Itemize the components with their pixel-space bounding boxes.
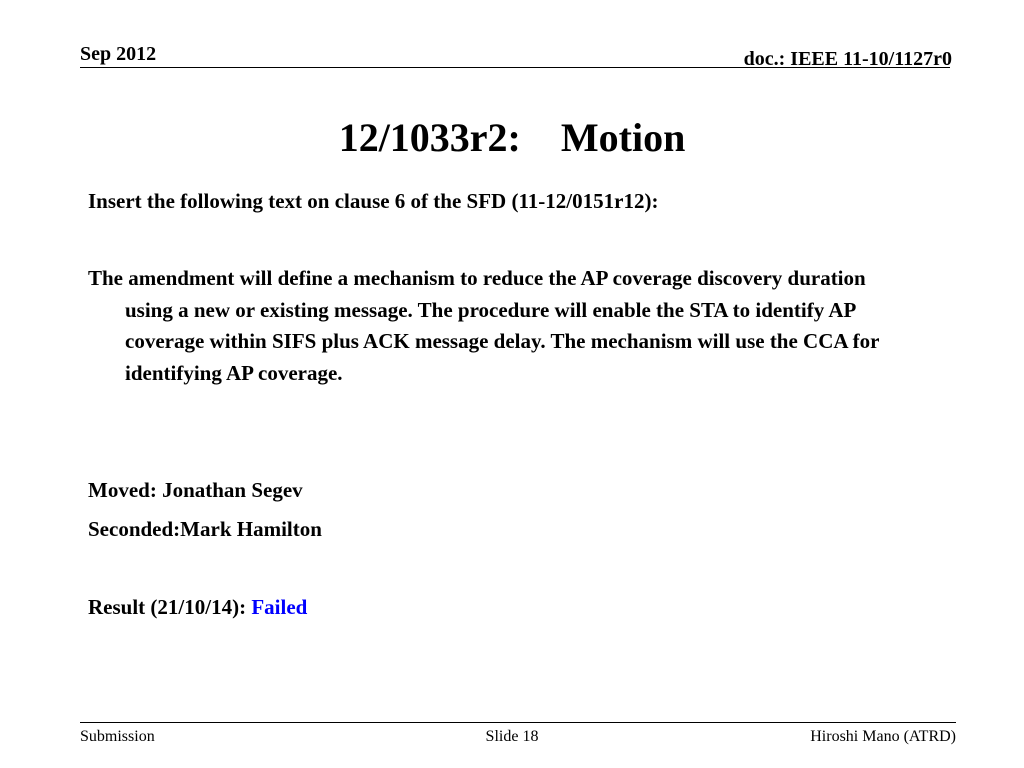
moved-by: Moved: Jonathan Segev: [88, 478, 303, 502]
footer-author: Hiroshi Mano (ATRD): [810, 728, 956, 745]
footer-submission: Submission: [80, 728, 155, 745]
amendment-text: The amendment will define a mechanism to reduce the AP coverage discovery duration using a new or existing message. The procedure will enable the STA to identify AP coverage within SIFS plus ACK message delay. The mechanism will use the CCA for identifying AP coverage.: [88, 266, 880, 385]
header-doc-id: doc.: IEEE 11-10/1127r0: [743, 48, 952, 70]
header-date: Sep 2012: [80, 43, 157, 65]
result-status: Failed: [251, 595, 308, 619]
seconded-by: Seconded:Mark Hamilton: [88, 517, 322, 541]
slide-title: 12/1033r2: Motion: [338, 115, 686, 160]
footer-divider: [80, 722, 956, 723]
result-line: [88, 592, 307, 623]
result-label: Result (21/10/14):: [88, 595, 252, 619]
footer-slide-number: Slide 18: [485, 728, 539, 745]
instruction-text: Insert the following text on clause 6 of the SFD (11-12/0151r12):: [88, 189, 659, 213]
header-divider: [80, 67, 950, 68]
